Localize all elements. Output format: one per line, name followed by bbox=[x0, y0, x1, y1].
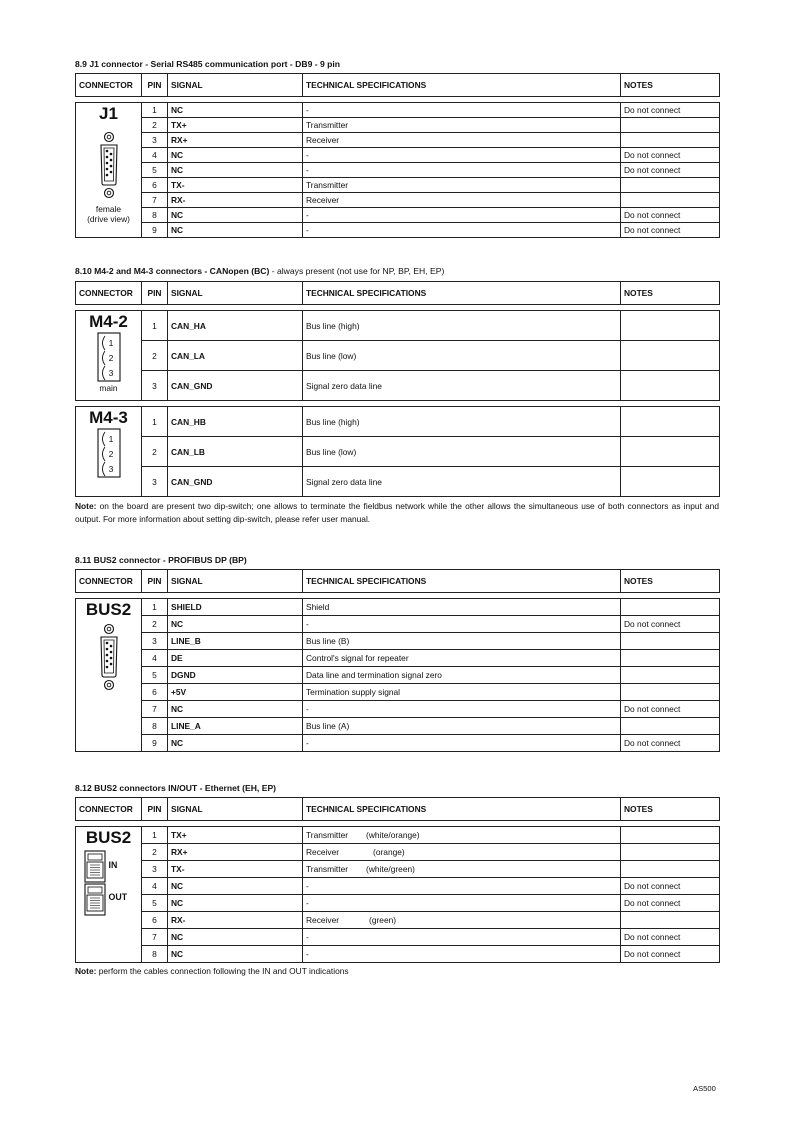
signal-name: LINE_B bbox=[168, 633, 303, 650]
col-connector: CONNECTOR bbox=[76, 282, 142, 305]
tech-spec-text: - bbox=[306, 165, 309, 175]
connector-cell-bus2 bbox=[76, 599, 142, 752]
notes: Do not connect bbox=[621, 103, 720, 118]
notes bbox=[621, 133, 720, 148]
notes bbox=[621, 193, 720, 208]
section-8-11-title: 8.11 BUS2 connector - PROFIBUS DP (BP) bbox=[75, 555, 247, 565]
wire-color: (white/green) bbox=[366, 864, 415, 874]
notes: Do not connect bbox=[621, 208, 720, 223]
signal-name: CAN_HA bbox=[168, 311, 303, 341]
table-row bbox=[76, 467, 720, 497]
tech-spec bbox=[303, 223, 621, 238]
port-label-in: IN bbox=[108, 860, 118, 870]
notes: Do not connect bbox=[621, 616, 720, 633]
section-8-10-title: 8.10 M4-2 and M4-3 connectors - CANopen (BC) - always present (not use for NP, BP, EH, EP) bbox=[75, 266, 445, 276]
tech-spec bbox=[303, 912, 621, 929]
tech-spec-text: Receiver bbox=[306, 915, 340, 925]
table-row bbox=[76, 718, 720, 735]
tech-spec-text: Data line and termination signal zero bbox=[306, 670, 442, 680]
notes: Do not connect bbox=[621, 929, 720, 946]
tech-spec bbox=[303, 650, 621, 667]
tech-spec-text: - bbox=[306, 225, 309, 235]
signal-name: NC bbox=[168, 103, 303, 118]
table-row bbox=[76, 633, 720, 650]
pin-number: 2 bbox=[142, 341, 168, 371]
tech-spec bbox=[303, 895, 621, 912]
wire-color: (white/orange) bbox=[366, 830, 420, 840]
tech-spec-text: Signal zero data line bbox=[306, 380, 382, 391]
pin-number: 8 bbox=[142, 946, 168, 963]
profibus-table bbox=[75, 569, 720, 752]
col-pin: PIN bbox=[142, 570, 168, 593]
table-row bbox=[76, 407, 720, 437]
signal-name: NC bbox=[168, 616, 303, 633]
col-connector: CONNECTOR bbox=[76, 74, 142, 97]
page-footer: AS500 bbox=[693, 1084, 716, 1093]
table-row bbox=[76, 208, 720, 223]
terminal-pin-label: 2 bbox=[108, 353, 113, 363]
table-row bbox=[76, 895, 720, 912]
notes bbox=[621, 118, 720, 133]
table-row bbox=[76, 193, 720, 208]
tech-spec bbox=[303, 437, 621, 467]
tech-spec-text: - bbox=[306, 949, 309, 959]
connector-name: M4-3 bbox=[89, 408, 128, 427]
table-row bbox=[76, 148, 720, 163]
tech-spec bbox=[303, 929, 621, 946]
table-row bbox=[76, 844, 720, 861]
tech-spec bbox=[303, 371, 621, 401]
col-notes: NOTES bbox=[621, 74, 720, 97]
signal-name: CAN_GND bbox=[168, 371, 303, 401]
notes: Do not connect bbox=[621, 895, 720, 912]
tech-spec bbox=[303, 103, 621, 118]
col-connector: CONNECTOR bbox=[76, 798, 142, 821]
terminal-pin-label: 3 bbox=[108, 464, 113, 474]
col-pin: PIN bbox=[142, 282, 168, 305]
terminal-block-icon bbox=[95, 331, 123, 383]
col-signal: SIGNAL bbox=[168, 570, 303, 593]
signal-name: NC bbox=[168, 895, 303, 912]
connector-caption: female bbox=[95, 204, 122, 214]
pin-number: 4 bbox=[142, 650, 168, 667]
tech-spec-text: Bus line (low) bbox=[306, 446, 357, 457]
table-row bbox=[76, 133, 720, 148]
table-row bbox=[76, 103, 720, 118]
tech-spec bbox=[303, 178, 621, 193]
notes bbox=[621, 844, 720, 861]
wire-color: (orange) bbox=[373, 847, 405, 857]
signal-name: NC bbox=[168, 223, 303, 238]
table-row bbox=[76, 878, 720, 895]
notes bbox=[621, 667, 720, 684]
tech-spec bbox=[303, 946, 621, 963]
signal-name: CAN_HB bbox=[168, 407, 303, 437]
tech-spec bbox=[303, 878, 621, 895]
table-row bbox=[76, 178, 720, 193]
tech-spec bbox=[303, 735, 621, 752]
terminal-block-icon bbox=[95, 427, 123, 479]
tech-spec bbox=[303, 467, 621, 497]
table-row bbox=[76, 735, 720, 752]
pin-number: 1 bbox=[142, 311, 168, 341]
tech-spec bbox=[303, 718, 621, 735]
notes bbox=[621, 912, 720, 929]
pin-number: 3 bbox=[142, 467, 168, 497]
pin-number: 5 bbox=[142, 163, 168, 178]
tech-spec bbox=[303, 633, 621, 650]
notes bbox=[621, 684, 720, 701]
tech-spec-text: Bus line (A) bbox=[306, 721, 350, 731]
signal-name: RX+ bbox=[168, 133, 303, 148]
pin-number: 3 bbox=[142, 861, 168, 878]
tech-spec-text: - bbox=[306, 704, 309, 714]
terminal-pin-label: 1 bbox=[108, 338, 113, 348]
table-row bbox=[76, 599, 720, 616]
table-row bbox=[76, 371, 720, 401]
notes bbox=[621, 437, 720, 467]
col-notes: NOTES bbox=[621, 282, 720, 305]
tech-spec-text: Receiver bbox=[306, 135, 340, 145]
signal-name: DE bbox=[168, 650, 303, 667]
tech-spec bbox=[303, 827, 621, 844]
signal-name: TX+ bbox=[168, 827, 303, 844]
notes bbox=[621, 827, 720, 844]
tech-spec-text: Signal zero data line bbox=[306, 476, 382, 487]
notes bbox=[621, 178, 720, 193]
tech-spec bbox=[303, 118, 621, 133]
tech-spec-text: Shield bbox=[306, 602, 330, 612]
tech-spec bbox=[303, 208, 621, 223]
connector-cell-m4-2 bbox=[76, 311, 142, 401]
tech-spec-text: Transmitter bbox=[306, 830, 349, 840]
signal-name: NC bbox=[168, 735, 303, 752]
col-notes: NOTES bbox=[621, 570, 720, 593]
connector-name: J1 bbox=[99, 104, 118, 123]
tech-spec-text: - bbox=[306, 619, 309, 629]
tech-spec bbox=[303, 684, 621, 701]
connector-name: BUS2 bbox=[85, 600, 132, 619]
wire-color: (green) bbox=[369, 915, 397, 925]
col-tech: TECHNICAL SPECIFICATIONS bbox=[303, 798, 621, 821]
pin-number: 9 bbox=[142, 223, 168, 238]
notes bbox=[621, 371, 720, 401]
table-row bbox=[76, 311, 720, 341]
pin-number: 1 bbox=[142, 599, 168, 616]
connector-cell-j1 bbox=[76, 103, 142, 238]
pin-number: 6 bbox=[142, 912, 168, 929]
notes: Do not connect bbox=[621, 878, 720, 895]
tech-spec bbox=[303, 844, 621, 861]
terminal-pin-label: 2 bbox=[108, 449, 113, 459]
notes: Do not connect bbox=[621, 735, 720, 752]
pin-number: 3 bbox=[142, 633, 168, 650]
rj45-group bbox=[79, 850, 139, 920]
col-tech: TECHNICAL SPECIFICATIONS bbox=[303, 570, 621, 593]
section-8-9-title: 8.9 J1 connector - Serial RS485 communication port - DB9 - 9 pin bbox=[75, 59, 341, 69]
col-connector: CONNECTOR bbox=[76, 570, 142, 593]
tech-spec bbox=[303, 133, 621, 148]
tech-spec bbox=[303, 193, 621, 208]
signal-name: TX- bbox=[168, 861, 303, 878]
tech-spec-text: - bbox=[306, 210, 309, 220]
tech-spec-text: Bus line (B) bbox=[306, 636, 350, 646]
signal-name: NC bbox=[168, 929, 303, 946]
tech-spec-text: Receiver bbox=[306, 195, 340, 205]
notes: Do not connect bbox=[621, 946, 720, 963]
pin-number: 1 bbox=[142, 407, 168, 437]
table-row bbox=[76, 912, 720, 929]
table-row bbox=[76, 650, 720, 667]
pin-number: 8 bbox=[142, 718, 168, 735]
table-row bbox=[76, 341, 720, 371]
notes bbox=[621, 650, 720, 667]
table-row bbox=[76, 118, 720, 133]
tech-spec bbox=[303, 667, 621, 684]
table-row bbox=[76, 616, 720, 633]
pin-number: 2 bbox=[142, 118, 168, 133]
col-tech: TECHNICAL SPECIFICATIONS bbox=[303, 74, 621, 97]
col-notes: NOTES bbox=[621, 798, 720, 821]
pin-number: 3 bbox=[142, 133, 168, 148]
notes: Do not connect bbox=[621, 148, 720, 163]
connector-caption: main bbox=[99, 383, 118, 393]
section-8-12-title: 8.12 BUS2 connectors IN/OUT - Ethernet (EH, EP) bbox=[75, 783, 277, 793]
connector-caption: (drive view) bbox=[87, 214, 130, 224]
col-pin: PIN bbox=[142, 74, 168, 97]
tech-spec bbox=[303, 599, 621, 616]
pin-number: 4 bbox=[142, 148, 168, 163]
tech-spec-text: - bbox=[306, 105, 309, 115]
pin-number: 9 bbox=[142, 735, 168, 752]
tech-spec bbox=[303, 163, 621, 178]
connector-name: BUS2 bbox=[85, 828, 132, 847]
notes bbox=[621, 341, 720, 371]
tech-spec bbox=[303, 701, 621, 718]
pin-number: 1 bbox=[142, 103, 168, 118]
tech-spec-text: Transmitter bbox=[306, 180, 349, 190]
signal-name: NC bbox=[168, 701, 303, 718]
canopen-table bbox=[75, 281, 720, 497]
signal-name: NC bbox=[168, 208, 303, 223]
tech-spec bbox=[303, 407, 621, 437]
db9-connector-icon bbox=[95, 131, 123, 199]
notes bbox=[621, 311, 720, 341]
table-row bbox=[76, 223, 720, 238]
table-row bbox=[76, 861, 720, 878]
col-tech: TECHNICAL SPECIFICATIONS bbox=[303, 282, 621, 305]
tech-spec-text: Control's signal for repeater bbox=[306, 653, 409, 663]
tech-spec-text: - bbox=[306, 881, 309, 891]
signal-name: TX- bbox=[168, 178, 303, 193]
tech-spec-text: Transmitter bbox=[306, 864, 349, 874]
signal-name: LINE_A bbox=[168, 718, 303, 735]
ethernet-note: Note: perform the cables connection following the IN and OUT indications bbox=[75, 966, 349, 976]
pin-number: 4 bbox=[142, 878, 168, 895]
pin-number: 1 bbox=[142, 827, 168, 844]
signal-name: NC bbox=[168, 148, 303, 163]
terminal-pin-label: 1 bbox=[108, 434, 113, 444]
notes bbox=[621, 861, 720, 878]
tech-spec bbox=[303, 861, 621, 878]
signal-name: RX+ bbox=[168, 844, 303, 861]
signal-name: DGND bbox=[168, 667, 303, 684]
canopen-note: Note: on the board are present two dip-switch; one allows to terminate the fieldbus network while the other allows the simultaneous use of both connectors as input and output. For more information about setting dip-switch, please refer user manual. bbox=[75, 501, 719, 524]
col-pin: PIN bbox=[142, 798, 168, 821]
signal-name: RX- bbox=[168, 912, 303, 929]
connector-cell-m4-3 bbox=[76, 407, 142, 497]
col-signal: SIGNAL bbox=[168, 74, 303, 97]
pin-number: 2 bbox=[142, 616, 168, 633]
notes bbox=[621, 718, 720, 735]
tech-spec-text: Receiver bbox=[306, 847, 340, 857]
terminal-pin-label: 3 bbox=[108, 368, 113, 378]
ethernet-table bbox=[75, 797, 720, 963]
notes bbox=[621, 407, 720, 437]
tech-spec bbox=[303, 148, 621, 163]
tech-spec-text: - bbox=[306, 738, 309, 748]
tech-spec-text: Bus line (high) bbox=[306, 320, 360, 331]
table-row bbox=[76, 437, 720, 467]
table-row bbox=[76, 929, 720, 946]
pin-number: 3 bbox=[142, 371, 168, 401]
tech-spec-text: - bbox=[306, 150, 309, 160]
tech-spec bbox=[303, 311, 621, 341]
pin-number: 5 bbox=[142, 667, 168, 684]
tech-spec-text: - bbox=[306, 932, 309, 942]
pin-number: 7 bbox=[142, 929, 168, 946]
tech-spec-text: Termination supply signal bbox=[306, 687, 401, 697]
tech-spec-text: Bus line (low) bbox=[306, 350, 357, 361]
table-row bbox=[76, 701, 720, 718]
pin-number: 5 bbox=[142, 895, 168, 912]
tech-spec bbox=[303, 341, 621, 371]
table-row bbox=[76, 163, 720, 178]
pin-number: 8 bbox=[142, 208, 168, 223]
notes bbox=[621, 599, 720, 616]
col-signal: SIGNAL bbox=[168, 798, 303, 821]
connector-cell-bus2-eth bbox=[76, 827, 142, 963]
pin-number: 7 bbox=[142, 193, 168, 208]
table-row bbox=[76, 827, 720, 844]
j1-table bbox=[75, 73, 720, 238]
signal-name: CAN_LB bbox=[168, 437, 303, 467]
tech-spec-text: Transmitter bbox=[306, 120, 349, 130]
rj45-connector-icon bbox=[83, 850, 107, 916]
pin-number: 2 bbox=[142, 844, 168, 861]
connector-name: M4-2 bbox=[89, 312, 128, 331]
col-signal: SIGNAL bbox=[168, 282, 303, 305]
signal-name: SHIELD bbox=[168, 599, 303, 616]
signal-name: RX- bbox=[168, 193, 303, 208]
signal-name: CAN_LA bbox=[168, 341, 303, 371]
table-row bbox=[76, 667, 720, 684]
notes bbox=[621, 467, 720, 497]
db9-connector-icon bbox=[95, 623, 123, 691]
tech-spec-text: Bus line (high) bbox=[306, 416, 360, 427]
signal-name: NC bbox=[168, 946, 303, 963]
pin-number: 6 bbox=[142, 178, 168, 193]
notes: Do not connect bbox=[621, 701, 720, 718]
signal-name: NC bbox=[168, 163, 303, 178]
notes: Do not connect bbox=[621, 223, 720, 238]
table-row bbox=[76, 684, 720, 701]
signal-name: +5V bbox=[168, 684, 303, 701]
notes: Do not connect bbox=[621, 163, 720, 178]
pin-number: 6 bbox=[142, 684, 168, 701]
signal-name: NC bbox=[168, 878, 303, 895]
pin-number: 2 bbox=[142, 437, 168, 467]
port-label-out: OUT bbox=[108, 892, 128, 902]
tech-spec-text: - bbox=[306, 898, 309, 908]
signal-name: TX+ bbox=[168, 118, 303, 133]
pin-number: 7 bbox=[142, 701, 168, 718]
table-row bbox=[76, 946, 720, 963]
tech-spec bbox=[303, 616, 621, 633]
signal-name: CAN_GND bbox=[168, 467, 303, 497]
notes bbox=[621, 633, 720, 650]
